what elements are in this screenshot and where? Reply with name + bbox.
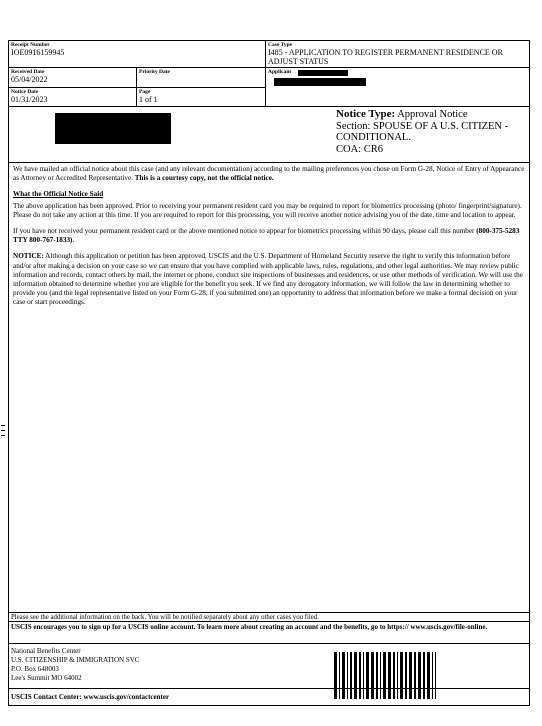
address-line-3: P.O. Box 648003 [11, 665, 59, 673]
page-cell [137, 88, 266, 107]
notice-date: 01/31/2023 [11, 95, 48, 104]
received-date-label: Received Date [11, 69, 45, 75]
online-account-notice: USCIS encourages you to sign up for a USCIS online account. To learn more about creating an account and the benefits, go to https:// www.uscis.gov/file-online. [9, 622, 529, 644]
verification-notice-text: Although this application or petition has been approved, USCIS and the U.S. Department of Homeland Security reserve the right to verify this information before and/or after making a decision on your case so we can ensure that you have complied with applicable laws, rules, regulations, and other legal authorities. We may review public information and records, contact others by mail, the internet or phone, conduct site inspections of businesses and residences, or use other methods of verification. We will use the information obtained to determine whether you are eligible for the benefit you seek. If we find any derogatory information, we will follow the law in determining whether to provide you (and the legal representative listed on your Form G-28, if you submitted one) an opportunity to address that information before we make a formal decision on your case or start proceedings. [13, 252, 523, 307]
notice-type-label: Notice Type: [336, 108, 396, 120]
notice-type-box [9, 107, 529, 163]
priority-date-cell [137, 68, 266, 88]
priority-date-label: Priority Date [139, 69, 170, 75]
applicant-address-redaction [55, 113, 171, 144]
approval-paragraph: The above application has been approved. Prior to receiving your permanent resident card you may be required to report for biometrics processing (photo/ fingerprint/signature). Please do not take any action at this time. If you are required to report for this processing, you will receive another notice advising you of the date, time and location to appear. [13, 201, 522, 219]
received-date-cell [9, 68, 137, 88]
receipt-number-cell [9, 41, 266, 68]
biometrics-call-text: If you have not received your permanent resident card or the above mentioned notice to appear for biometrics processing within 90 days, please call this number [13, 227, 475, 236]
notice-type-value: Approval Notice [397, 109, 468, 120]
service-center-address [11, 647, 139, 683]
applicant-id-redaction [274, 78, 366, 86]
notice-type-block [336, 109, 526, 155]
address-line-4: Lee's Summit MO 64002 [11, 674, 82, 682]
notice-section: Section: SPOUSE OF A U.S. CITIZEN - CONDITIONAL. [336, 120, 509, 143]
notice-coa: COA: CR6 [336, 143, 383, 155]
case-type: I485 - APPLICATION TO REGISTER PERMANENT RESIDENCE OR ADJUST STATUS [268, 48, 503, 66]
receipt-notice [8, 40, 530, 706]
phone-number: (800-375-5283 TTY 800-767-1833) [13, 227, 520, 245]
notice-date-label: Notice Date [11, 89, 39, 95]
address-line-1: National Benefits Center [11, 647, 81, 655]
notice-header [9, 41, 529, 107]
applicant-cell [266, 68, 529, 107]
receipt-number: IOE0916159945 [11, 48, 65, 57]
notice-date-cell [9, 88, 137, 107]
received-date: 05/04/2022 [11, 75, 48, 84]
page-number: 1 of 1 [139, 95, 158, 104]
verification-notice-paragraph [13, 252, 525, 307]
case-type-label: Case Type [268, 42, 293, 48]
applicant-name-redaction [298, 70, 348, 76]
additional-info-line: Please see the additional information on the back. You will be notified separately about any other cases you filed. [9, 612, 529, 622]
biometrics-call-paragraph [13, 227, 525, 245]
applicant-label: Applicant [268, 69, 292, 75]
biometrics-call-end: . [72, 236, 75, 245]
contact-center-line: USCIS Contact Center: www.uscis.gov/contactcenter [9, 688, 529, 705]
intro-text: We have mailed an official notice about this case (and any relevant documentation) according to the mailing preferences you chose on Form G-28, Notice of Entry of Appearance as Attorney or Accredited Representative. [13, 165, 525, 183]
notice-label: NOTICE: [13, 252, 44, 261]
intro-paragraph [13, 165, 525, 183]
receipt-number-label: Receipt Number [11, 42, 50, 48]
side-margin-mark [1, 425, 5, 445]
notice-body [13, 165, 525, 315]
address-line-2: U.S. CITIZENSHIP & IMMIGRATION SVC [11, 656, 140, 664]
case-type-cell [266, 41, 529, 68]
what-notice-said-heading: What the Official Notice Said [13, 190, 104, 199]
courtesy-copy-statement: This is a courtesy copy, not the official notice. [134, 174, 274, 183]
page-label: Page [139, 89, 151, 95]
